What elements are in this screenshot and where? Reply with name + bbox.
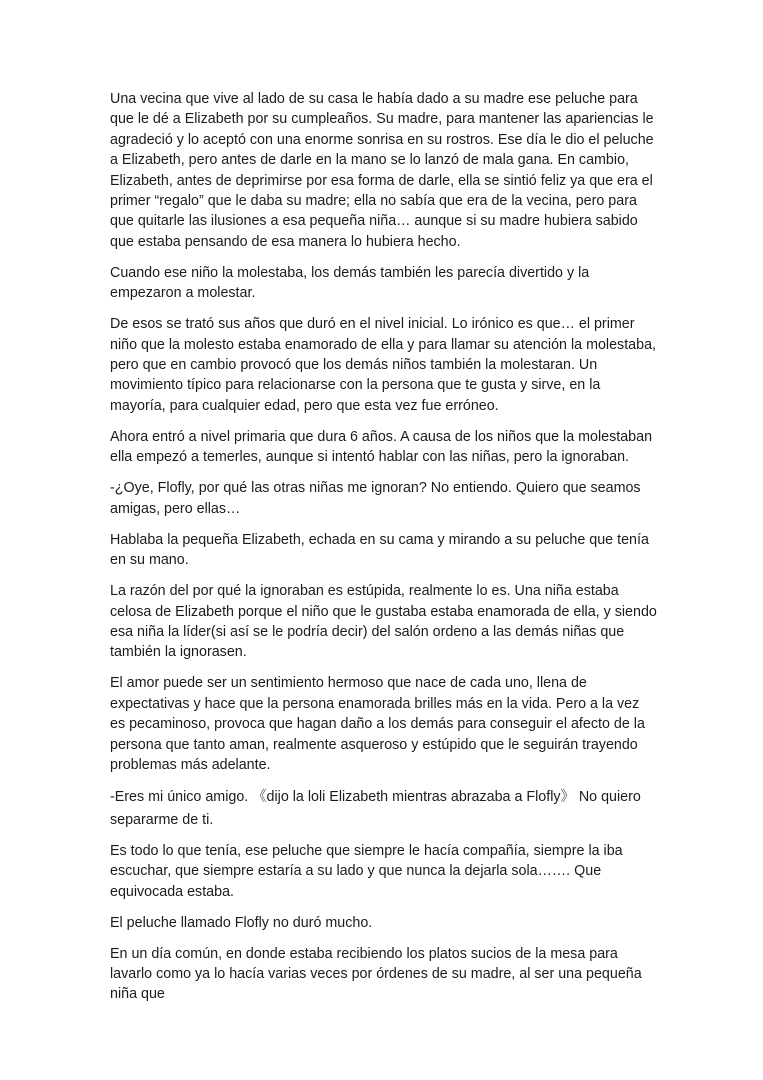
paragraph-9: -Eres mi único amigo. 《dijo la loli Elizabeth mientras abrazaba a Flofly》 No quiero separarme de ti.: [110, 788, 641, 829]
paragraph-8: El amor puede ser un sentimiento hermoso que nace de cada uno, llena de expectativas y hace que la persona enamorada brilles más en la vida. Pero a la vez es pecaminoso, provoca que hagan daño a los demás para conseguir el afecto de la persona que tanto aman, realmente asqueroso y estúpido que le seguirán trayendo problemas más adelante.: [110, 675, 645, 773]
paragraph-11: El peluche llamado Flofly no duró mucho.: [110, 914, 373, 931]
paragraph-6: Hablaba la pequeña Elizabeth, echada en su cama y mirando a su peluche que tenía en su mano.: [110, 531, 649, 569]
paragraph-10: Es todo lo que tenía, ese peluche que siempre le hacía compañía, siempre la iba escuchar, que siempre estaría a su lado y que nunca la dejarla sola……. Que equivocada estaba.: [110, 842, 623, 900]
paragraph-12: En un día común, en donde estaba recibiendo los platos sucios de la mesa para lavarlo como ya lo hacía varias veces por órdenes de su madre, al ser una pequeña niña que: [110, 945, 642, 1003]
paragraph-4: Ahora entró a nivel primaria que dura 6 años. A causa de los niños que la molestaban ella empezó a temerles, aunque si intentó hablar con las niñas, pero la ignoraban.: [110, 428, 653, 466]
paragraph-3: De esos se trató sus años que duró en el nivel inicial. Lo irónico es que… el primer niño que la molesto estaba enamorado de ella y para llamar su atención la molestaba, pero que en cambio provocó que los demás niños también la molestaran. Un movimiento típico para relacionarse con la persona que te gusta y sirve, en la mayoría, para cualquier edad, pero que esta vez fue erróneo.: [110, 316, 656, 414]
paragraph-5: -¿Oye, Flofly, por qué las otras niñas me ignoran? No entiendo. Quiero que seamos amigas, pero ellas…: [110, 480, 641, 517]
paragraph-2: Cuando ese niño la molestaba, los demás también les parecía divertido y la empezaron a molestar.: [110, 264, 590, 302]
document-body: [110, 89, 658, 1015]
paragraph-7: La razón del por qué la ignoraban es estúpida, realmente lo es. Una niña estaba celosa de Elizabeth porque el niño que le gustaba estaba enamorada de ella, y siendo esa niña la líder(si así se le podría decir) del salón ordeno a las demás niñas que también la ignorasen.: [110, 583, 657, 661]
paragraph-1: Una vecina que vive al lado de su casa le había dado a su madre ese peluche para que le dé a Elizabeth por su cumpleaños. Su madre, para mantener las apariencias le agradeció y lo aceptó con una enorme sonrisa en su rostros. Ese día le dio el peluche a Elizabeth, pero antes de darle en la mano se lo lanzó de mala gana. En cambio, Elizabeth, antes de deprimirse por esa forma de darle, ella se sintió feliz ya que era el primer “regalo” que le daba su madre; ella no sabía que era de la vecina, pero para que quitarle las ilusiones a esa pequeña niña… aunque si su madre hubiera sabido que estaba pensando de esa manera lo hubiera hecho.: [110, 91, 654, 250]
